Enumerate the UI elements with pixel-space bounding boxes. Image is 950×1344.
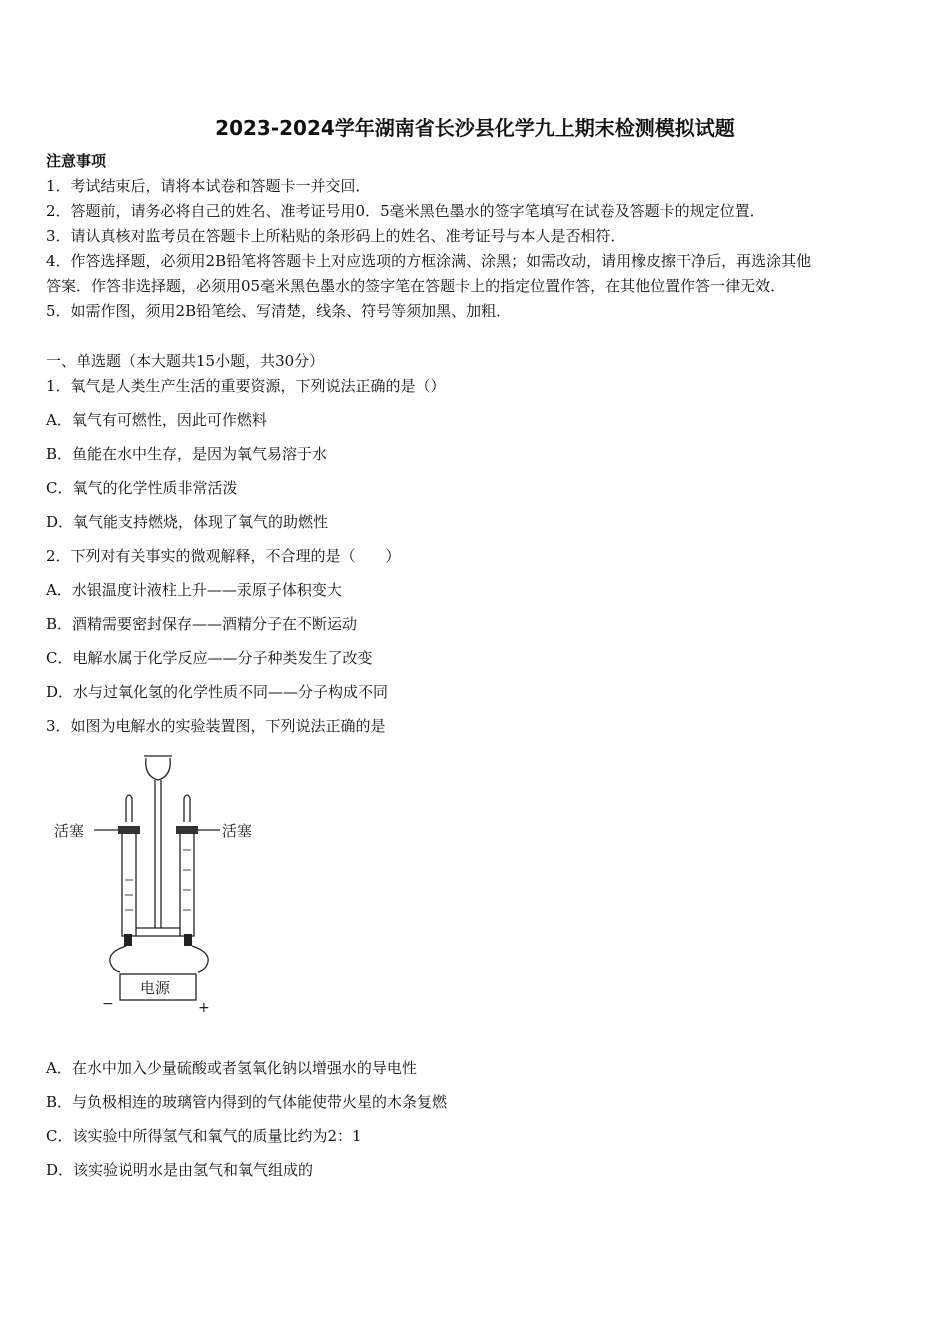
power-supply-label: 电源 [140,979,171,997]
section-heading: 一、单选题（本大题共15小题，共30分） [46,352,325,370]
question-stem: 2．下列对有关事实的微观解释，不合理的是（ ） [46,547,401,565]
left-tube-tip-top [126,795,132,798]
answer-option: D．水与过氧化氢的化学性质不同——分子构成不同 [46,683,389,701]
stopcock-label-left: 活塞 [54,822,85,840]
notice-item: 2．答题前，请务必将自己的姓名、准考证号用0．5毫米黑色墨水的签字笔填写在试卷及答题卡的规定位置． [46,202,765,220]
electrode-negative [124,934,132,946]
answer-option: B．与负极相连的玻璃管内得到的气体能使带火星的木条复燃 [46,1093,448,1111]
negative-terminal-label: − [102,996,114,1012]
question-stem: 3．如图为电解水的实验装置图，下列说法正确的是 [46,717,386,735]
notice-heading: 注意事项 [46,152,107,170]
answer-option: A．在水中加入少量硫酸或者氢氧化钠以增强水的导电性 [46,1059,417,1077]
question-stem: 1．氧气是人类生产生活的重要资源，下列说法正确的是（） [46,377,446,395]
right-burette [180,828,194,936]
right-tube-tip-top [184,795,190,798]
left-burette [122,828,136,936]
reservoir-bulb [146,758,171,780]
stopcock-label-right: 活塞 [222,822,253,840]
electrolysis-apparatus-figure [48,750,268,1020]
wire-negative [110,946,126,972]
positive-terminal-label: + [198,1000,210,1016]
electrolysis-apparatus-drawing [48,750,268,1020]
notice-item: 答案．作答非选择题，必须用05毫米黑色墨水的签字笔在答题卡上的指定位置作答，在其他位置作答一律无效． [46,277,786,295]
answer-option: C．该实验中所得氢气和氧气的质量比约为2：1 [46,1127,362,1145]
stopcock-left [118,826,140,834]
answer-option: D．氧气能支持燃烧，体现了氧气的助燃性 [46,513,329,531]
answer-option: C．电解水属于化学反应——分子种类发生了改变 [46,649,373,667]
notice-item: 1．考试结束后，请将本试卷和答题卡一并交回． [46,177,371,195]
answer-option: C．氧气的化学性质非常活泼 [46,479,238,497]
notice-item: 4．作答选择题，必须用2B铅笔将答题卡上对应选项的方框涂满、涂黑；如需改动，请用橡皮擦干净后，再选涂其他 [46,252,812,270]
answer-option: A．氧气有可燃性，因此可作燃料 [46,411,267,429]
stopcock-right [176,826,198,834]
answer-option: B．鱼能在水中生存，是因为氧气易溶于水 [46,445,328,463]
answer-option: D．该实验说明水是由氢气和氧气组成的 [46,1161,314,1179]
right-tube-tip [184,798,190,822]
answer-option: B．酒精需要密封保存——酒精分子在不断运动 [46,615,358,633]
page-title: 2023-2024学年湖南省长沙县化学九上期末检测模拟试题 [215,116,735,140]
left-tube-tip [126,798,132,822]
wire-positive [192,946,208,972]
notice-item: 5．如需作图，须用2B铅笔绘、写清楚，线条、符号等须加黑、加粗． [46,302,512,320]
electrode-positive [184,934,192,946]
notice-item: 3．请认真核对监考员在答题卡上所粘贴的条形码上的姓名、准考证号与本人是否相符． [46,227,626,245]
answer-option: A．水银温度计液柱上升——汞原子体积变大 [46,581,342,599]
